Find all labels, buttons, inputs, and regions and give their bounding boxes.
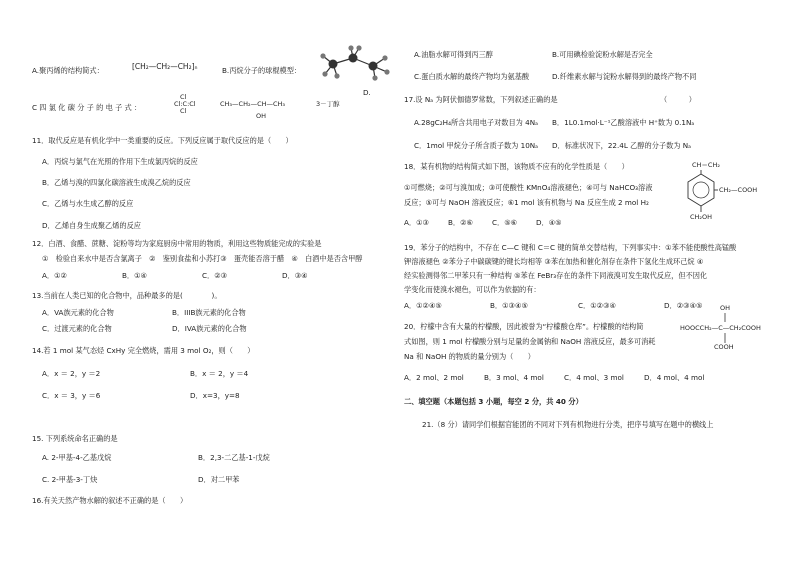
q11-option-a: A．丙烷与氯气在光照的作用下生成氯丙烷的反应 <box>42 157 198 166</box>
q16-option-a: A.油脂水解可得到丙三醇 <box>414 50 493 59</box>
q17-option-c: C．1mol 甲烷分子所含质子数为 10Nₐ <box>414 141 538 150</box>
section-fill-in-heading: 二、填空题（本题包括 3 小题，每空 2 分，共 40 分） <box>404 397 583 406</box>
q13-option-b: B．IIIB族元素的化合物 <box>172 308 246 317</box>
q10-c-formula-bottom: Cl <box>180 107 187 115</box>
q14-option-a: A．x ＝ 2，y ＝2 <box>42 369 101 378</box>
q20-option-d: D．4 mol、4 mol <box>644 373 705 382</box>
q10-option-c: C 四 氯 化 碳 分 子 的 电 子 式 ： <box>32 103 142 112</box>
q12-stem: 12．白酒、食醋、蔗糖、淀粉等均为家庭厨房中常用的物质，利用这些物质能完成的实验是 <box>32 239 322 248</box>
q12-option-b: B．①④ <box>122 271 148 280</box>
q10-option-a: A.聚丙烯的结构简式： <box>32 66 104 75</box>
q13-option-d: D．IVA族元素的化合物 <box>172 324 247 333</box>
q15-stem: 15. 下列系统命名正确的是 <box>32 434 118 443</box>
q10-formula-polypropylene: [CH₂—CH₂—CH₂]ₙ <box>132 62 198 71</box>
propane-ball-stick-model-image <box>315 44 395 84</box>
q20-struct-bonds <box>722 313 728 345</box>
q18-option-b: B．②⑥ <box>448 218 474 227</box>
q19-line4: 学变化而使溴水褪色，可以作为依据的有： <box>404 285 541 294</box>
q10-d-label: D. <box>363 88 371 97</box>
q16-option-c: C.蛋白质水解的最终产物均为氨基酸 <box>414 72 530 81</box>
left-column <box>30 0 390 561</box>
q19-option-a: A．①②④⑤ <box>404 301 442 310</box>
q19-line1: 19．苯分子的结构中，不存在 C—C 键和 C＝C 键的简单交替结构，下列事实中：①苯不能使酸性高锰酸 <box>404 243 737 252</box>
q20-line3: Na 和 NaOH 的物质的量分别为（ ） <box>404 352 535 361</box>
q13-option-c: C．过渡元素的化合物 <box>42 324 112 333</box>
q20-struct-cooh: COOH <box>714 343 734 351</box>
q12-option-a: A．①② <box>42 271 67 280</box>
q15-option-c: C. 2-甲基-3-丁炔 <box>42 475 98 484</box>
q12-option-c: C．②③ <box>202 271 228 280</box>
q18-struct-ch2oh: CH₂OH <box>690 213 713 221</box>
q18-properties-line2: 反应；⑤可与 NaOH 溶液反应；⑥1 mol 该有机物与 Na 反应生成 2 mol H₂ <box>404 198 649 207</box>
q20-struct-chain: HOOCCH₂—C—CH₂COOH <box>680 324 761 332</box>
q16-option-b: B.可用碘检验淀粉水解是否完全 <box>552 50 653 59</box>
q18-option-a: A．①③ <box>404 218 429 227</box>
q13-stem: 13.当前在人类已知的化合物中，品种最多的是( )。 <box>32 291 222 300</box>
q14-option-c: C．x ＝ 3，y ＝6 <box>42 391 101 400</box>
q18-stem: 18．某有机物的结构简式如下图，该物质不应有的化学性质是（ ） <box>404 162 629 171</box>
q20-line1: 20．柠檬中含有大量的柠檬酸，因此被誉为“柠檬酸仓库”。柠檬酸的结构简 <box>404 322 644 331</box>
q12-option-d: D．③④ <box>282 271 308 280</box>
q19-line2: 钾溶液褪色 ②苯分子中碳碳键的键长均相等 ③苯在加热和催化剂存在条件下氢化生成环己烷 ④ <box>404 257 704 266</box>
q15-option-d: D．对二甲苯 <box>198 475 240 484</box>
q19-line3: 经实验测得邻二甲苯只有一种结构 ⑤苯在 FeBr₃存在的条件下同液溴可发生取代反应，但不因化 <box>404 271 708 280</box>
q18-benzene-ring-structure <box>684 170 718 212</box>
q11-option-b: B．乙烯与溴的四氯化碳溶液生成溴乙烷的反应 <box>42 178 191 187</box>
q14-option-b: B．x ＝ 2，y ＝4 <box>190 369 249 378</box>
q20-option-b: B．3 mol、4 mol <box>484 373 544 382</box>
q10-c-formula-mid: Cl:C:Cl <box>174 100 196 108</box>
q19-option-d: D．②③④⑤ <box>664 301 703 310</box>
q17-option-d: D．标准状况下，22.4L 乙醇的分子数为 Nₐ <box>552 141 691 150</box>
q11-option-c: C．乙烯与水生成乙醇的反应 <box>42 199 134 208</box>
q10-c-formula-top: Cl <box>180 93 187 101</box>
q18-struct-acetic: CH₂—COOH <box>719 186 758 194</box>
q21-stem: 21.（8 分）请同学们根据官能团的不同对下列有机物进行分类，把序号填写在题中的横线上 <box>422 420 714 429</box>
q18-properties-line1: ①可燃烧；②可与溴加成；③可使酸性 KMnO₄溶液褪色；④可与 NaHCO₃溶液 <box>404 183 653 192</box>
q16-option-d: D.纤维素水解与淀粉水解得到的最终产物不同 <box>552 72 697 81</box>
q20-struct-oh: OH <box>720 304 731 312</box>
q10-option-b: B.丙烷分子的球棍模型： <box>222 66 302 75</box>
q11-option-d: D．乙烯自身生成聚乙烯的反应 <box>42 221 141 230</box>
q12-items: ① 检验自来水中是否含氯离子 ② 鉴别食盐和小苏打③ 蛋壳能否溶于醋 ④ 白酒中是否含甲醇 <box>42 254 363 263</box>
q13-option-a: A．VA族元素的化合物 <box>42 308 114 317</box>
q20-option-c: C．4 mol、3 mol <box>564 373 624 382</box>
q19-option-b: B．①③④⑤ <box>490 301 528 310</box>
q10-d-oh: OH <box>256 112 267 120</box>
right-column <box>402 0 772 561</box>
q15-option-a: A. 2-甲基-4-乙基戊烷 <box>42 453 112 462</box>
q18-option-d: D．④⑤ <box>536 218 562 227</box>
q14-stem: 14.若 1 mol 某气态烃 CxHy 完全燃烧，需用 3 mol O₂，则（ ） <box>32 346 255 355</box>
q18-struct-vinyl: CH＝CH₂ <box>692 161 720 169</box>
q20-line2: 式如图，则 1 mol 柠檬酸分别与足量的金属钠和 NaOH 溶液反应，最多可消耗 <box>404 337 656 346</box>
q19-option-c: C．①②③④ <box>578 301 616 310</box>
q17-option-a: A.28gC₂H₄所含共用电子对数目为 4Nₐ <box>414 118 538 127</box>
q15-option-b: B．2,3-二乙基-1-戊烷 <box>198 453 270 462</box>
q17-stem: 17.设 Nₐ 为阿伏伽德罗常数，下列叙述正确的是 <box>404 95 558 104</box>
q10-d-name: 3－丁醇 <box>316 100 340 108</box>
q11-stem: 11．取代反应是有机化学中一类重要的反应。下列反应属于取代反应的是（ ） <box>32 136 293 145</box>
q14-option-d: D．x=3，y=8 <box>190 391 240 400</box>
q17-answer-paren: （ ） <box>660 95 696 104</box>
q18-option-c: C．⑤⑥ <box>492 218 518 227</box>
q17-option-b: B．1L0.1mol·L⁻¹乙酸溶液中 H⁺数为 0.1Nₐ <box>552 118 695 127</box>
q10-d-chain: CH₃—CH₂—CH—CH₃ <box>220 100 286 108</box>
q16-stem: 16.有关天然产物水解的叙述不正确的是（ ） <box>32 496 188 505</box>
q20-option-a: A．2 mol、2 mol <box>404 373 464 382</box>
